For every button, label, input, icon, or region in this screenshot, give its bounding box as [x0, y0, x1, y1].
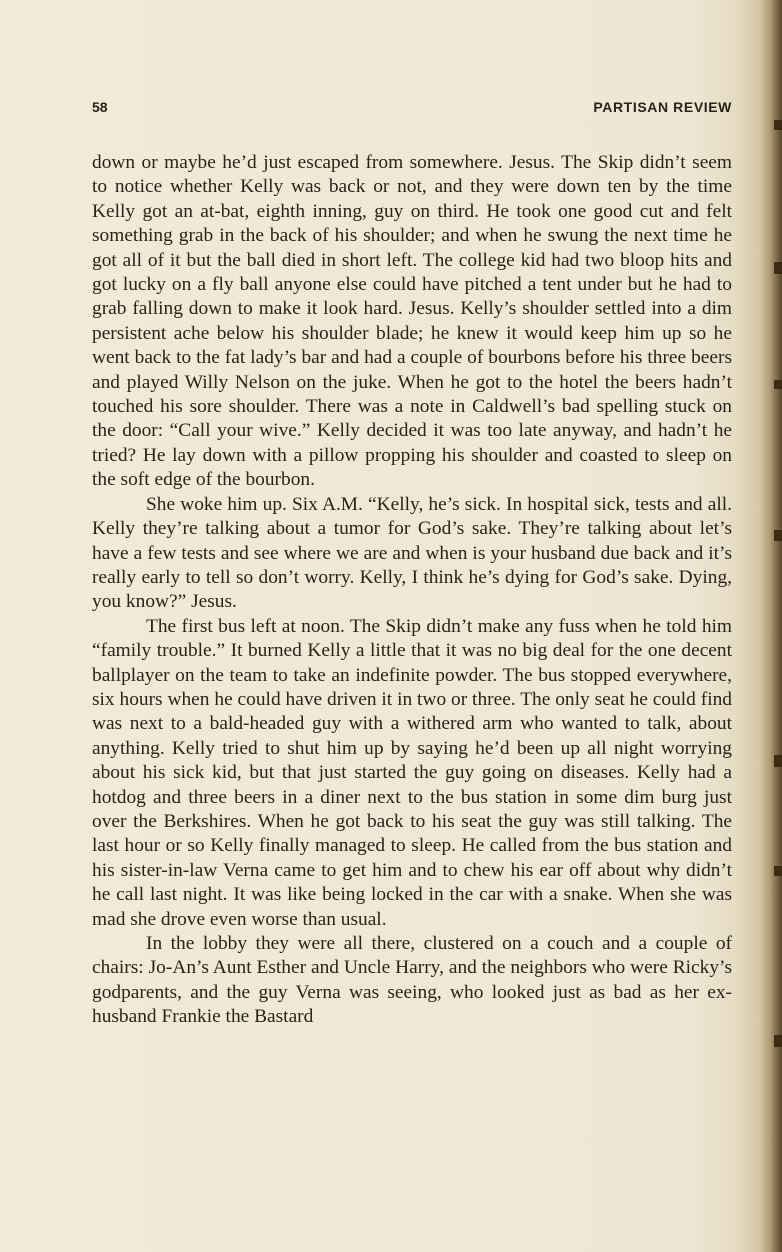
journal-title: PARTISAN REVIEW: [593, 99, 732, 115]
edge-mark: [774, 262, 782, 274]
paragraph: She woke him up. Six A.M. “Kelly, he’s sick. In hospital sick, tests and all. Kelly they’re talking about a tumor for God’s sake. They’re talking about let’s have a few tests and see where we are and when is your husband due back and it’s really early to tell so don’t worry. Kelly, I think he’s dying for God’s sake. Dying, you know?” Jesus.: [92, 493, 732, 613]
page-edge-shadow: [760, 0, 782, 1252]
edge-mark: [774, 1035, 782, 1047]
edge-mark: [774, 866, 782, 876]
page-number: 58: [92, 99, 108, 115]
paragraph: In the lobby they were all there, clustered on a couch and a couple of chairs: Jo-An’s Aunt Esther and Uncle Harry, and the neighbors who were Ricky’s godparents, and the guy Verna was seeing, who looked just as bad as her ex-husband Frankie the Bastard: [92, 933, 732, 1028]
body-text: [92, 151, 732, 1030]
paragraph: The first bus left at noon. The Skip didn’t make any fuss when he told him “family trouble.” It burned Kelly a little that it was no big deal for the one decent ballplayer on the team to take an indefinite powder. The bus stopped everywhere, six hours when he could have driven it in two or three. The only seat he could find was next to a bald-headed guy with a withered arm who wanted to talk, about anything. Kelly tried to shut him up by saying he’d been up all night worrying about his sick kid, but that just started the guy going on diseases. Kelly had a hotdog and three beers in a diner next to the bus station in some dim burg just over the Berkshires. When he got back to his seat the guy was still talking. The last hour or so Kelly finally managed to sleep. He called from the bus station and his sister-in-law Verna came to get him and to chew his ear off about why didn’t he call last night. It was like being locked in the car with a snake. When she was mad she drove even worse than usual.: [92, 615, 732, 930]
edge-mark: [774, 755, 782, 767]
edge-mark: [774, 530, 782, 541]
paragraph: down or maybe he’d just escaped from somewhere. Jesus. The Skip didn’t seem to notice whether Kelly was back or not, and they were down ten by the time Kelly got an at-bat, eighth inning, guy on third. He took one good cut and felt something grab in the back of his shoulder; and when he swung the next time he got all of it but the ball died in short left. The college kid had two bloop hits and got lucky on a fly ball anyone else could have pitched a tent under but he had to grab falling down to make it look hard. Jesus. Kelly’s shoulder settled into a dim persistent ache below his shoulder blade; he knew it would keep him up so he went back to the fat lady’s bar and had a couple of bourbons before his three beers and played Willy Nelson on the juke. When he got to the hotel the beers hadn’t touched his sore shoulder. There was a note in Caldwell’s bad spelling stuck on the door: “Call your wive.” Kelly decided it was too late anyway, and hadn’t he tried? He lay down with a pillow propping his shoulder and coasted to sleep on the soft edge of the bourbon.: [92, 152, 732, 491]
running-head: [92, 99, 732, 121]
edge-mark: [774, 120, 782, 130]
edge-mark: [774, 380, 782, 389]
